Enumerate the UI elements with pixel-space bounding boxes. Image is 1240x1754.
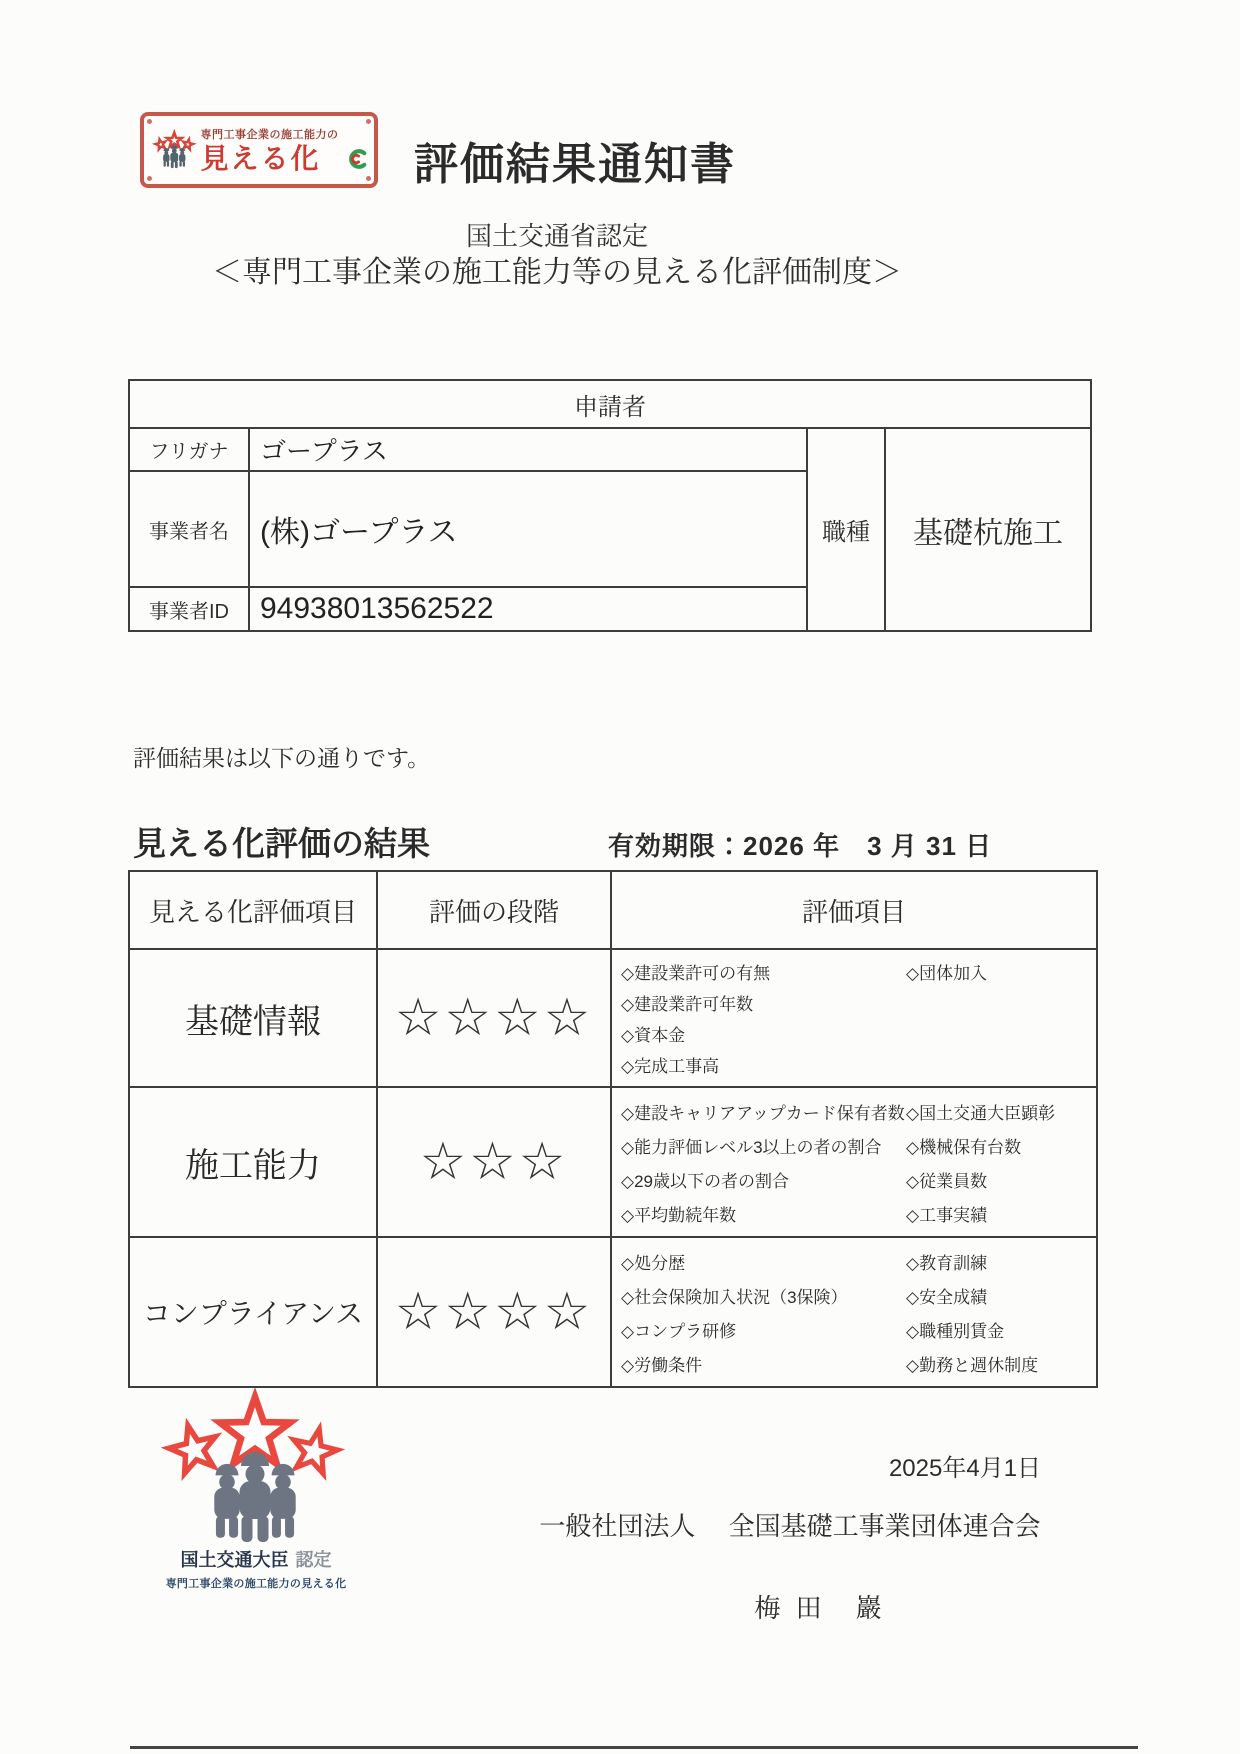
list-item: ◇工事実績 [906,1205,988,1225]
signer-name: 梅 田 巖 [754,1593,886,1623]
business-id-label: 事業者ID [129,587,249,631]
logo-title-main: 国土交通大臣 [180,1550,289,1570]
list-item: ◇教育訓練 [906,1253,988,1273]
list-item: ◇建設業許可年数 [621,995,754,1014]
job-type-value: 基礎杭施工 [885,428,1091,631]
col-header-category: 見える化評価項目 [129,871,377,949]
evaluation-items-cell [611,1237,1097,1387]
table-row [129,1237,1097,1387]
badge-rivet-icon [366,119,371,124]
list-item: ◇従業員数 [906,1171,988,1191]
business-name-value: (株)ゴープラス [249,471,807,587]
list-item: ◇職種別賃金 [906,1321,1005,1341]
furigana-value: ゴープラス [249,428,807,471]
intro-text: 評価結果は以下の通りです。 [133,745,431,771]
star-rating: ☆☆☆☆ [377,949,611,1087]
category-compliance: コンプライアンス [129,1237,377,1387]
evaluation-items-cell [611,1087,1097,1237]
business-id-value: 94938013562522 [249,587,807,631]
logo-title [150,1546,362,1572]
list-item: ◇平均勤続年数 [621,1205,737,1225]
badge-rivet-icon [147,119,152,124]
expiry-value: 2026 年 3 月 31 日 [743,831,993,861]
evaluation-items-cell [611,949,1097,1087]
applicant-table-title: 申請者 [129,380,1091,428]
list-item: ◇社会保険加入状況（3保険） [621,1287,848,1307]
furigana-label: フリガナ [129,428,249,471]
result-section-title: 見える化評価の結果 [133,825,430,862]
list-item: ◇コンプラ研修 [621,1321,737,1341]
expiry-label: 有効期限： [608,831,744,861]
logo-title-certified: 認定 [295,1550,332,1570]
job-type-label: 職種 [807,428,885,631]
issue-date: 2025年4月1日 [888,1455,1042,1482]
expiry-date [608,826,992,863]
list-item: ◇建設業許可の有無 [621,964,771,983]
list-item: ◇勤務と週休制度 [906,1355,1039,1375]
list-item: ◇資本金 [621,1026,686,1045]
stars-workers-icon [150,1388,362,1546]
list-item: ◇能力評価レベル3以上の者の割合 [621,1137,882,1157]
list-item: ◇完成工事高 [621,1057,720,1076]
table-row [129,1087,1097,1237]
category-basic-info: 基礎情報 [129,949,377,1087]
list-item: ◇建設キャリアアップカード保有者数 [621,1103,905,1123]
applicant-header-row [129,380,1091,428]
table-row [129,428,1091,471]
list-item: ◇労働条件 [621,1355,703,1375]
certifier-line: 国土交通省認定 [465,221,648,251]
badge-tagline: 専門工事企業の施工能力の [200,129,339,142]
page-title: 評価結果通知書 [414,140,736,189]
category-construction-capability: 施工能力 [129,1087,377,1237]
col-header-rating: 評価の段階 [377,871,611,949]
evaluation-table [128,870,1098,1388]
list-item: ◇29歳以下の者の割合 [621,1171,789,1191]
list-item: ◇国土交通大臣顕彰 [906,1103,1056,1123]
scan-edge-artifact [130,1746,1138,1749]
minister-certification-logo [150,1388,362,1591]
col-header-items: 評価項目 [611,871,1097,949]
list-item: ◇団体加入 [906,964,988,983]
logo-subtitle: 専門工事企業の施工能力の見える化 [165,1578,347,1590]
table-row [129,949,1097,1087]
issuing-organization: 一般社団法人 全国基礎工事業団体連合会 [539,1511,1041,1541]
star-rating: ☆☆☆ [377,1087,611,1237]
scheme-line: ＜専門工事企業の施工能力等の見える化評価制度＞ [212,256,902,289]
list-item: ◇処分歴 [621,1253,686,1273]
star-rating: ☆☆☆☆ [377,1237,611,1387]
business-name-label: 事業者名 [129,471,249,587]
applicant-table [128,379,1092,632]
evaluation-header-row [129,871,1097,949]
list-item: ◇安全成績 [906,1287,988,1307]
list-item: ◇機械保有台数 [906,1137,1022,1157]
badge-brand: 見える化 [200,143,321,175]
